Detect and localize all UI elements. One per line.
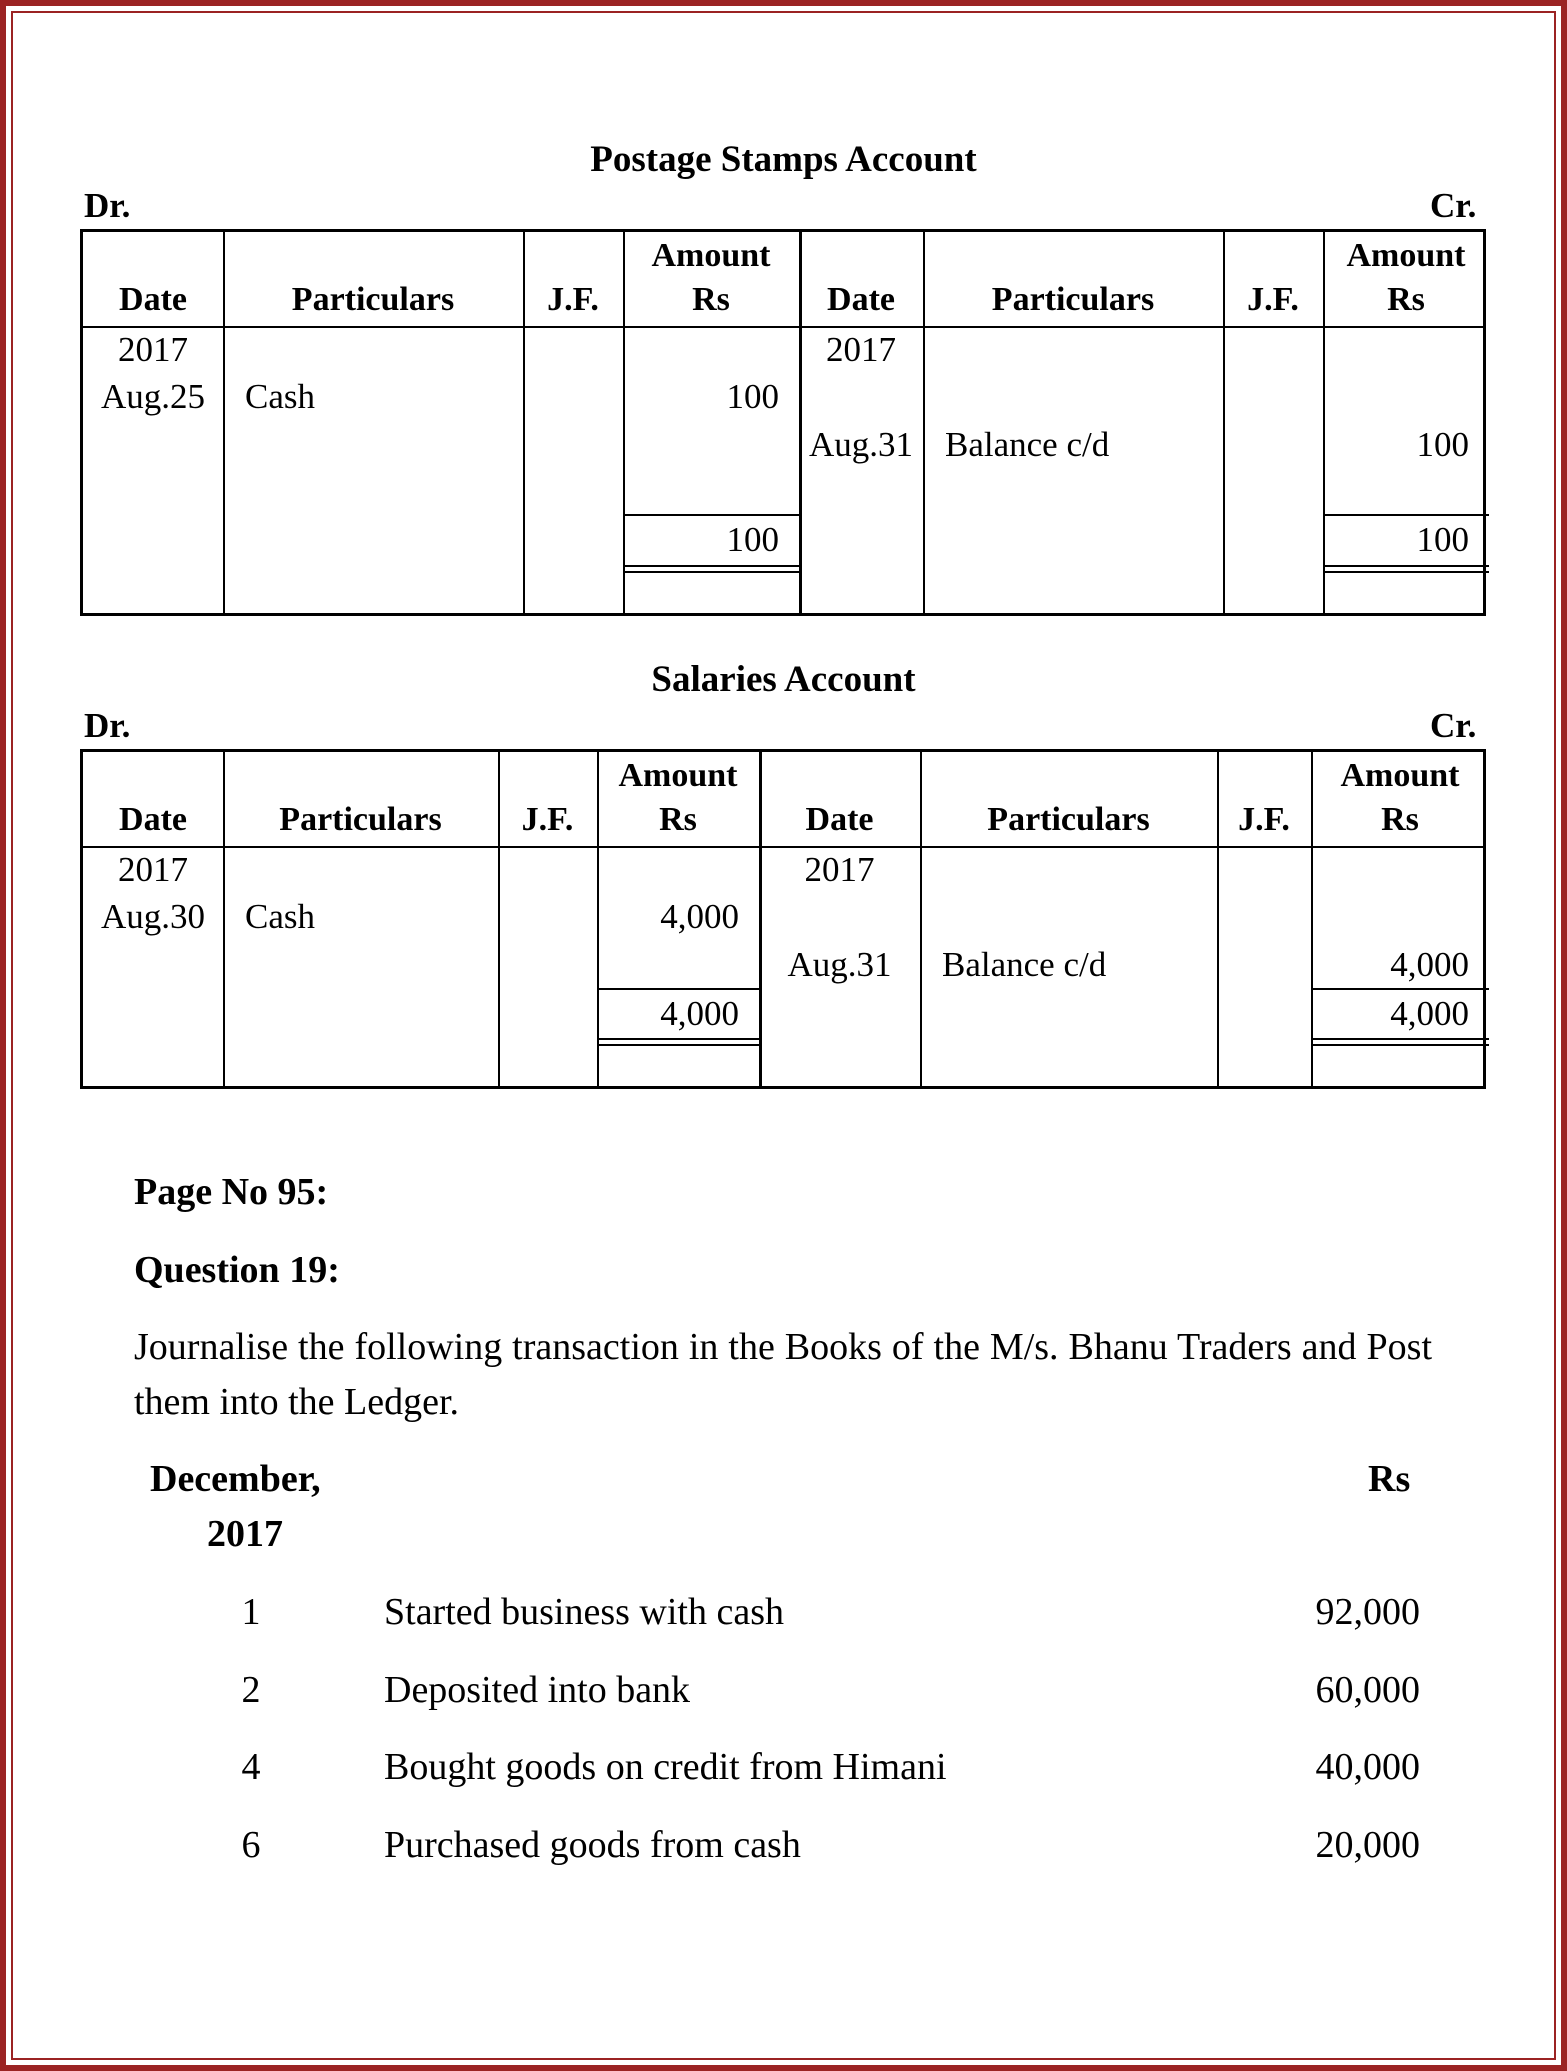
postage-cr-particulars-header: Particulars — [991, 281, 1155, 318]
postage-dr-date-header: Date — [119, 281, 187, 318]
transaction-amount: 40,000 — [1315, 1746, 1420, 1788]
salaries-dr-particulars: Cash — [245, 897, 315, 936]
postage-account-title: Postage Stamps Account — [590, 139, 977, 180]
postage-dr-amount: 100 — [726, 377, 779, 416]
postage-dr-date: Aug.25 — [100, 377, 206, 416]
postage-cr-year: 2017 — [826, 330, 896, 369]
salaries-dr-jf-header: J.F. — [521, 801, 574, 838]
salaries-cr-particulars-header: Particulars — [987, 801, 1150, 838]
postage-dr-total: 100 — [726, 520, 779, 559]
salaries-dr-year: 2017 — [118, 850, 188, 889]
postage-dr-jf-header: J.F. — [547, 281, 599, 318]
postage-cr-jf-header: J.F. — [1247, 281, 1299, 318]
transaction-day: 1 — [241, 1591, 261, 1633]
salaries-dr-amount: 4,000 — [660, 897, 739, 936]
salaries-account-title: Salaries Account — [651, 659, 916, 700]
salaries-cr-particulars: Balance c/d — [942, 945, 1107, 984]
salaries-dr-particulars-header: Particulars — [279, 801, 442, 838]
salaries-dr-date-header: Date — [119, 801, 187, 838]
salaries-dr-label: Dr. — [84, 706, 131, 745]
salaries-cr-rs-header: Rs — [1381, 801, 1419, 838]
postage-dr-amount-header: Amount — [651, 237, 771, 274]
page-number-heading: Page No 95: — [134, 1171, 329, 1213]
salaries-cr-label: Cr. — [1430, 706, 1477, 745]
salaries-cr-amount-header: Amount — [1340, 757, 1460, 794]
transaction-day: 4 — [241, 1746, 261, 1788]
postage-dr-rs-header: Rs — [692, 281, 730, 318]
salaries-cr-amount: 4,000 — [1390, 945, 1469, 984]
postage-cr-date-header: Date — [827, 281, 895, 318]
transaction-description: Started business with cash — [384, 1591, 785, 1633]
transaction-day: 6 — [241, 1824, 261, 1866]
transaction-description: Deposited into bank — [384, 1669, 691, 1711]
salaries-dr-rs-header: Rs — [659, 801, 697, 838]
postage-cr-amount-header: Amount — [1346, 237, 1466, 274]
salaries-ledger-table — [80, 749, 1486, 1089]
salaries-cr-date-header: Date — [805, 801, 874, 838]
salaries-cr-total: 4,000 — [1390, 994, 1469, 1033]
postage-dr-particulars-header: Particulars — [291, 281, 455, 318]
transactions-year-label: 2017 — [207, 1513, 283, 1555]
salaries-cr-date: Aug.31 — [787, 945, 892, 984]
transactions-month-label: December, — [150, 1458, 321, 1500]
salaries-cr-jf-header: J.F. — [1238, 801, 1290, 838]
transaction-description: Bought goods on credit from Himani — [384, 1746, 947, 1788]
salaries-dr-amount-header: Amount — [618, 757, 738, 794]
postage-cr-amount: 100 — [1416, 425, 1469, 464]
salaries-dr-date: Aug.30 — [100, 897, 206, 936]
salaries-cr-year: 2017 — [804, 850, 875, 889]
transaction-amount: 20,000 — [1315, 1824, 1420, 1866]
postage-cr-date: Aug.31 — [808, 425, 914, 464]
postage-cr-particulars: Balance c/d — [945, 425, 1110, 464]
postage-dr-label: Dr. — [84, 186, 131, 225]
transaction-amount: 60,000 — [1315, 1669, 1420, 1711]
postage-cr-label: Cr. — [1430, 186, 1477, 225]
transaction-day: 2 — [241, 1669, 261, 1711]
transaction-description: Purchased goods from cash — [384, 1824, 801, 1866]
transactions-currency-header: Rs — [1368, 1458, 1411, 1500]
postage-cr-rs-header: Rs — [1387, 281, 1425, 318]
question-text: Journalise the following transaction in the Books of the M/s. Bhanu Traders and Post them into the Ledger. — [134, 1326, 1432, 1423]
postage-dr-particulars: Cash — [245, 377, 315, 416]
question-number-heading: Question 19: — [134, 1249, 340, 1291]
postage-dr-year: 2017 — [118, 330, 188, 369]
postage-cr-total: 100 — [1416, 520, 1469, 559]
transaction-amount: 92,000 — [1315, 1591, 1420, 1633]
postage-ledger-table — [80, 229, 1486, 616]
salaries-dr-total: 4,000 — [660, 994, 739, 1033]
